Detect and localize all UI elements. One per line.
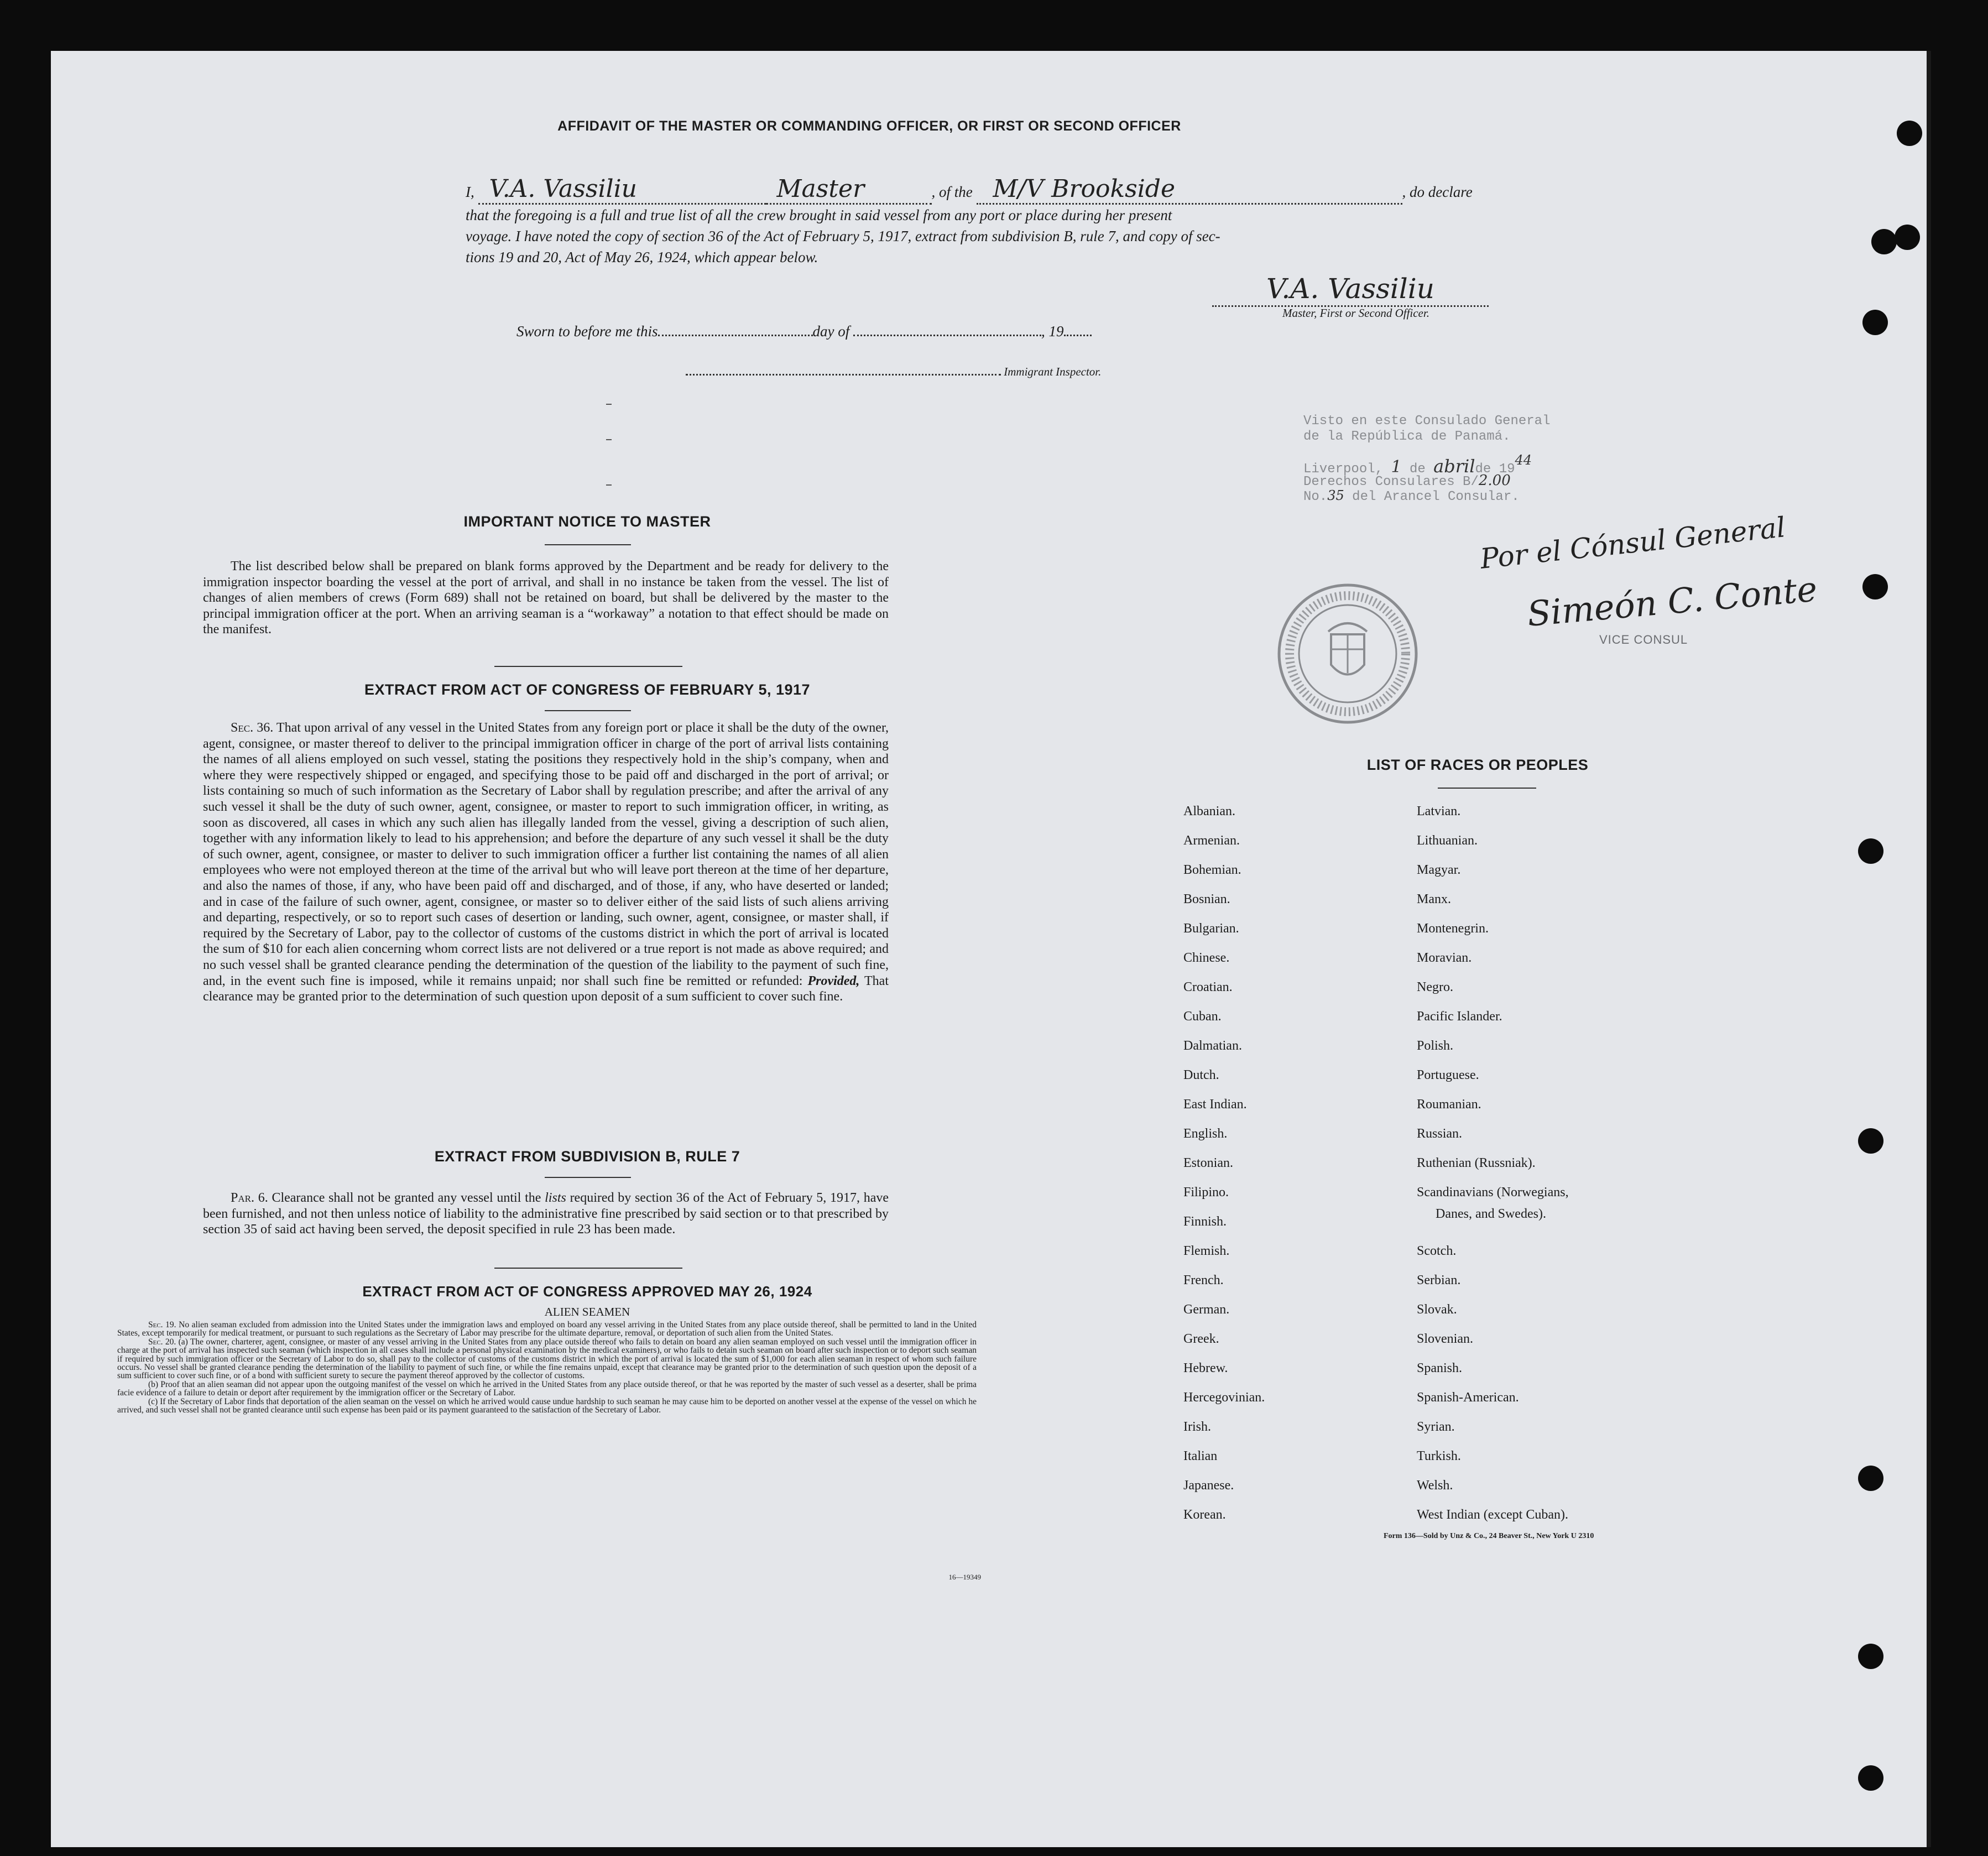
race-item-continuation: Danes, and Swedes). — [1436, 1207, 1546, 1221]
punch-hole — [1858, 1128, 1883, 1154]
race-item: Estonian. — [1183, 1156, 1233, 1170]
divider — [545, 544, 631, 545]
provided-text: That clearance may be granted prior to the determination of such question upon deposit of a sum sufficient to cover such fine. — [203, 973, 889, 1004]
signature-caption: Master, First or Second Officer. — [1282, 306, 1429, 320]
race-item: Portuguese. — [1417, 1068, 1479, 1082]
race-item: Scotch. — [1417, 1244, 1457, 1258]
extract-1924-text — [117, 1321, 977, 1414]
race-item: Spanish. — [1417, 1361, 1463, 1375]
extract-1917-title: EXTRACT FROM ACT OF CONGRESS OF FEBRUARY 5, 1917 — [364, 681, 811, 698]
punch-hole — [1895, 225, 1920, 250]
race-item: Armenian. — [1183, 833, 1240, 848]
consul-handwritten-signature: Simeón C. Conte — [1525, 569, 1819, 634]
inspector-line — [686, 365, 1101, 379]
race-item: Pacific Islander. — [1417, 1009, 1502, 1024]
stamp-line-5 — [1303, 488, 1520, 504]
race-item: Magyar. — [1417, 863, 1461, 877]
race-item: Korean. — [1183, 1508, 1226, 1522]
race-item: Spanish-American. — [1417, 1390, 1519, 1405]
do-declare-label: , do declare — [1402, 184, 1473, 200]
margin-mark — [606, 404, 612, 405]
races-title: LIST OF RACES OR PEOPLES — [1366, 757, 1589, 773]
stamp-no-handwritten: 35 — [1327, 488, 1344, 503]
punch-hole — [1858, 1644, 1883, 1669]
race-item: Turkish. — [1417, 1449, 1461, 1463]
sec-36-label: Sec. 36. — [231, 721, 274, 735]
rule7-text — [203, 1190, 889, 1238]
consular-seal-icon — [1276, 582, 1420, 726]
divider — [545, 710, 631, 711]
race-item: Roumanian. — [1417, 1097, 1481, 1112]
punch-hole — [1871, 229, 1897, 254]
affidavit-prefix: I, — [466, 184, 474, 200]
punch-hole — [1858, 1765, 1883, 1791]
affidavit-body-line: voyage. I have noted the copy of section 36 of the Act of February 5, 1917, extract from subdivision B, rule 7, and copy of sec- — [466, 228, 1220, 244]
stamp-fee-handwritten: 2.00 — [1478, 472, 1511, 489]
rule7-text-b: required by section 36 of the Act of February 5, 1917, have been furnished, and not then unless notice of liability to the administrative fine prescribed by said section or to that prescribed by section 35 of said act having been served, the deposit specified in rule 23 has been made. — [203, 1191, 889, 1237]
sworn-month-field — [853, 335, 1041, 336]
race-item: Cuban. — [1183, 1009, 1222, 1024]
divider — [494, 1268, 682, 1269]
inspector-signature-field — [686, 374, 1001, 376]
race-item: Serbian. — [1417, 1273, 1461, 1287]
punch-hole — [1858, 1466, 1883, 1491]
race-item: French. — [1183, 1273, 1224, 1287]
master-signature: V.A. Vassiliu — [1212, 272, 1489, 307]
race-item: Negro. — [1417, 980, 1453, 994]
race-item: Croatian. — [1183, 980, 1233, 994]
race-item: Slovenian. — [1417, 1332, 1473, 1346]
affidavit-body — [466, 205, 1562, 268]
sworn-year-field — [1064, 335, 1092, 336]
race-item: Finnish. — [1183, 1214, 1227, 1229]
race-item: Bosnian. — [1183, 892, 1230, 906]
stamp-line-2: de la República de Panamá. — [1303, 429, 1511, 444]
sworn-line — [516, 323, 1092, 340]
race-item: Japanese. — [1183, 1478, 1234, 1493]
master-name-handwritten: V.A. Vassiliu — [478, 175, 766, 205]
race-item: Greek. — [1183, 1332, 1219, 1346]
race-item: Flemish. — [1183, 1244, 1230, 1258]
race-item: Slovak. — [1417, 1302, 1457, 1317]
affidavit-declaration-line — [466, 175, 1572, 205]
year-prefix-label: , 19 — [1041, 323, 1064, 340]
race-item: German. — [1183, 1302, 1230, 1317]
position-handwritten: Master — [766, 175, 932, 205]
provided-label: Provided, — [807, 973, 860, 988]
race-item: Bohemian. — [1183, 863, 1241, 877]
vice-consul-label: VICE CONSUL — [1599, 633, 1688, 647]
alien-seamen-subtitle: ALIEN SEAMEN — [544, 1305, 630, 1318]
stamp-line-1: Visto en este Consulado General — [1303, 414, 1551, 429]
stamp-tariff-label: del Arancel Consular. — [1352, 489, 1520, 504]
rule7-text-a: Clearance shall not be granted any vessel until the — [272, 1191, 541, 1205]
sec-20a-text: (a) The owner, charterer, agent, consignee, or master of any vessel arriving in the United States from any place outside thereof who fails to detain on board any alien seaman employed on such vessel until the immigration officer in charge at the port of arrival has inspected such seaman (which inspection in all cases shall include a personal physical examination by the medical examiners), or who fails to detain such seaman on board after such inspection or to deport such seaman if required by such immigration officer or the Secretary of Labor to do so, shall pay to the collector of customs of the customs district in which the port of arrival is located the sum of $1,000 for each alien seaman in respect of whom such failure occurs. No vessel shall be granted clearance pending the determination of the liability to payment of such fine, or while the fine remains unpaid, except that clearance may be granted prior to the determination of such question upon the deposit of a sum sufficient to cover such fine, or of a bond with sufficient surety to secure the payment thereof approved by the collector of customs. — [117, 1337, 977, 1381]
race-item: Hercegovinian. — [1183, 1390, 1265, 1405]
punch-hole — [1862, 574, 1888, 599]
affidavit-body-line: tions 19 and 20, Act of May 26, 1924, which appear below. — [466, 249, 818, 265]
divider — [545, 1177, 631, 1178]
stamp-no-label: No. — [1303, 489, 1328, 504]
notice-text: The list described below shall be prepared on blank forms approved by the Department and be ready for delivery to the immigration inspector boarding the vessel at the port of arrival, and shall in no instance be taken from the vessel. The list of changes of alien members of crews (Form 689) shall not be retained on board, but shall be delivered by the master to the principal immigration officer at the port. When an arriving seaman is a “workaway” a notation to that effect should be made on the manifest. — [203, 559, 889, 637]
punch-hole — [1897, 121, 1922, 146]
sec-20-label: Sec. 20. — [148, 1337, 176, 1347]
par-6-label: Par. 6. — [231, 1191, 268, 1205]
race-item: Albanian. — [1183, 804, 1235, 818]
stamp-year-handwritten: 44 — [1515, 452, 1532, 468]
print-code: 16—19349 — [948, 1573, 981, 1581]
document-page — [51, 51, 1931, 1847]
notice-title: IMPORTANT NOTICE TO MASTER — [463, 513, 711, 530]
affidavit-title: AFFIDAVIT OF THE MASTER OR COMMANDING OFFICER, OR FIRST OR SECOND OFFICER — [557, 118, 1181, 134]
sec-20b-text: (b) Proof that an alien seaman did not appear upon the outgoing manifest of the vessel on which he arrived in the United States from any place outside thereof, or that he was reported by the master of such vessel as a deserter, shall be prima facie evidence of a failure to detain or deport after requirement by the immigration officer or the Secretary of Labor. — [117, 1379, 977, 1398]
race-item: Lithuanian. — [1417, 833, 1478, 848]
form-note: Form 136—Sold by Unz & Co., 24 Beaver St., New York U 2310 — [1384, 1532, 1594, 1540]
sworn-label: Sworn to before me this — [516, 323, 658, 340]
race-item: Manx. — [1417, 892, 1451, 906]
of-the-label: , of the — [931, 184, 973, 200]
stamp-line-4 — [1303, 472, 1511, 489]
stamp-fee-label: Derechos Consulares B/ — [1303, 475, 1479, 489]
race-item: Dutch. — [1183, 1068, 1219, 1082]
sec-19-label: Sec. 19. — [148, 1320, 176, 1330]
race-item: Filipino. — [1183, 1185, 1229, 1200]
inspector-caption: Immigrant Inspector. — [1004, 365, 1102, 378]
race-item: Hebrew. — [1183, 1361, 1228, 1375]
divider — [494, 666, 682, 667]
race-item: Chinese. — [1183, 951, 1230, 965]
race-item: Russian. — [1417, 1127, 1463, 1141]
race-item: Dalmatian. — [1183, 1039, 1242, 1053]
rule7-lists-word: lists — [545, 1191, 566, 1205]
race-item: Bulgarian. — [1183, 921, 1239, 936]
race-item: East Indian. — [1183, 1097, 1247, 1112]
race-item: Welsh. — [1417, 1478, 1453, 1493]
race-item: Montenegrin. — [1417, 921, 1489, 936]
race-item: Scandinavians (Norwegians, — [1417, 1185, 1569, 1200]
rule7-title: EXTRACT FROM SUBDIVISION B, RULE 7 — [434, 1148, 740, 1165]
extract-1917-text — [203, 720, 889, 1005]
stamp-day-handwritten: 1 — [1391, 457, 1402, 477]
punch-hole — [1862, 310, 1888, 335]
margin-mark — [606, 439, 612, 440]
sworn-day-field — [658, 335, 813, 336]
affidavit-body-line: that the foregoing is a full and true list of all the crew brought in said vessel from any port or place during her present — [466, 207, 1172, 223]
vessel-name-handwritten: M/V Brookside — [977, 175, 1402, 205]
race-item: Ruthenian (Russniak). — [1417, 1156, 1536, 1170]
race-item: English. — [1183, 1127, 1228, 1141]
stamp-de: de — [1409, 462, 1426, 477]
race-item: West Indian (except Cuban). — [1417, 1508, 1568, 1522]
consul-handwritten-title: Por el Cónsul General — [1478, 511, 1787, 575]
extract-1924-title: EXTRACT FROM ACT OF CONGRESS APPROVED MAY 26, 1924 — [362, 1283, 812, 1300]
sec-36-body: That upon arrival of any vessel in the United States from any foreign port or place it shall be the duty of the owner, agent, consignee, or master thereof to deliver to the principal immigration officer in charge of the port of arrival lists containing the names of all aliens employed on such vessel, stating the positions they respectively hold in the ship’s company, when and where they were respectively shipped or engaged, and specifying those to be paid off and discharged in the port of arrival; or lists containing so much of such information as the Secretary of Labor shall by regulation prescribe; and after the arrival of any such vessel it shall be the duty of such owner, agent, consignee, or master to report to such immigration officer, in writing, as soon as discovered, all cases in which any such alien has illegally landed from the vessel, giving a description of such alien, together with any information likely to lead to his apprehension; and before the departure of any such vessel it shall be the duty of such owner, agent, consignee, or master to deliver to such immigration officer a further list containing the names of all alien employees who were not employed thereon at the time of the arrival but who will leave port thereon at the time of her departure, and also the names of those, if any, who have been paid off and discharged, and of those, if any, who have deserted or landed; and in case of the failure of such owner, agent, consignee, or master so to deliver either of the said lists of such aliens arriving and departing, respectively, or so to report such cases of desertion or landing, such owner, agent, consignee, or master shall, if required by the Secretary of Labor, pay to the collector of customs of the customs district in which the port of arrival is located the sum of $10 for each alien concerning whom correct lists are not delivered or a true report is not made as above required; and no such vessel shall be granted clearance pending the determination of the question of the liability to the payment of such fine, and, in the event such fine is imposed, while it remains unpaid; nor shall such fine be remitted or refunded: — [203, 721, 889, 988]
stamp-year-prefix: de 19 — [1475, 462, 1515, 477]
day-of-label: day of — [812, 323, 850, 340]
sec-20c-text: (c) If the Secretary of Labor finds that deportation of the alien seaman on the vessel on which he arrived would cause undue hardship to such seaman he may cause him to be deported on another vessel at the expense of the vessel on which he arrived, and such vessel shall not be granted clearance until such expense has been paid or its payment guaranteed to the satisfaction of the Secretary of Labor. — [117, 1396, 977, 1415]
race-item: Polish. — [1417, 1039, 1454, 1053]
margin-mark — [606, 484, 612, 486]
race-item: Moravian. — [1417, 951, 1472, 965]
sec-19-text: No alien seaman excluded from admission into the United States under the immigration laws and employed on board any vessel arriving in the United States from any place outside thereof, shall be permitted to land in the United States, except temporarily for medical treatment, or pursuant to such regulations as the Secretary of Labor may prescribe for the ultimate departure, removal, or deportation of such alien from the United States. — [117, 1320, 977, 1338]
stamp-month-handwritten: abril — [1433, 456, 1475, 477]
divider — [1438, 788, 1536, 789]
punch-hole — [1858, 838, 1883, 864]
stamp-city: Liverpool, — [1303, 462, 1384, 477]
race-item: Latvian. — [1417, 804, 1461, 818]
race-item: Italian — [1183, 1449, 1218, 1463]
race-item: Syrian. — [1417, 1420, 1455, 1434]
race-item: Irish. — [1183, 1420, 1211, 1434]
